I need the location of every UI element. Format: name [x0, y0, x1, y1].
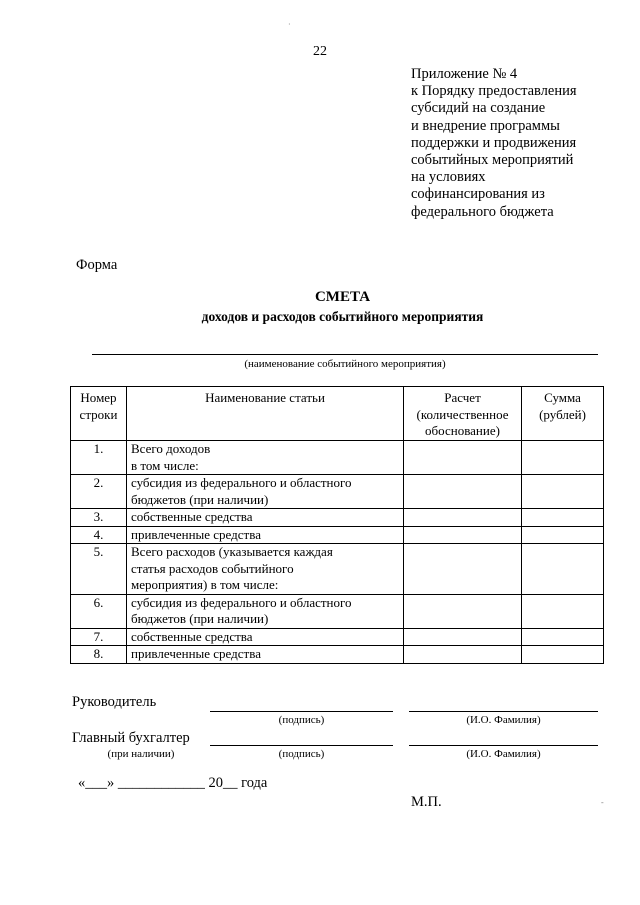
- item-line: бюджетов (при наличии): [131, 491, 269, 507]
- header-line: Сумма: [544, 390, 581, 405]
- appendix-line: поддержки и продвижения: [411, 134, 577, 151]
- item-line: субсидия из федерального и областного: [131, 594, 352, 610]
- appendix-line: на условиях: [411, 169, 486, 186]
- row-item: [127, 509, 404, 527]
- table-row: [71, 594, 604, 628]
- amount-cell[interactable]: [522, 594, 604, 628]
- item-line: собственные средства: [131, 628, 253, 644]
- accountant-signature-caption: (подпись): [278, 748, 325, 760]
- accountant-label: Главный бухгалтер: [72, 730, 190, 746]
- table-row: [71, 475, 604, 509]
- table-row: [71, 509, 604, 527]
- table-header-row: [71, 387, 604, 441]
- item-line: привлеченные средства: [131, 646, 261, 661]
- header-calculation: [404, 387, 522, 441]
- row-item: [127, 594, 404, 628]
- calculation-cell[interactable]: [404, 544, 522, 595]
- item-line: мероприятия) в том числе:: [131, 577, 279, 592]
- row-number: 2.: [71, 475, 127, 509]
- estimate-table: [70, 386, 604, 664]
- item-line: собственные средства: [131, 509, 253, 524]
- table-row: [71, 526, 604, 544]
- header-line: строки: [79, 406, 118, 422]
- document-title: СМЕТА: [314, 289, 371, 305]
- calculation-cell[interactable]: [404, 646, 522, 664]
- header-line: Расчет: [444, 390, 481, 405]
- head-signature-caption: (подпись): [278, 714, 325, 726]
- date-line: «___» ____________ 20__ года: [78, 775, 268, 791]
- event-name-line: [92, 354, 598, 355]
- calculation-cell[interactable]: [404, 475, 522, 509]
- head-name-line[interactable]: [409, 711, 598, 712]
- header-line: Номер: [80, 390, 117, 405]
- item-line: Всего доходов: [131, 441, 211, 456]
- item-line: привлеченные средства: [131, 526, 261, 542]
- header-line: (количественное: [416, 406, 509, 422]
- row-number: 5.: [71, 544, 127, 595]
- accountant-name-line[interactable]: [409, 745, 598, 746]
- item-line: бюджетов (при наличии): [131, 611, 269, 626]
- calculation-cell[interactable]: [404, 594, 522, 628]
- row-number: 7.: [71, 628, 127, 646]
- accountant-name-caption: (И.О. Фамилия): [466, 748, 541, 760]
- appendix-line: и внедрение программы: [411, 117, 560, 134]
- amount-cell[interactable]: [522, 526, 604, 544]
- stamp-place: М.П.: [411, 794, 442, 810]
- row-item: [127, 646, 404, 664]
- appendix-line: событийных мероприятий: [411, 152, 574, 169]
- accountant-note: (при наличии): [107, 748, 175, 760]
- document-subtitle: доходов и расходов событийного мероприятия: [201, 309, 484, 324]
- row-number: 3.: [71, 509, 127, 527]
- scan-mark: -: [601, 798, 604, 807]
- header-amount: [522, 387, 604, 441]
- event-name-caption: (наименование событийного мероприятия): [244, 358, 446, 370]
- row-number: 8.: [71, 646, 127, 664]
- item-line: Всего расходов (указывается каждая: [131, 544, 333, 559]
- table-row: [71, 628, 604, 646]
- row-number: 6.: [71, 594, 127, 628]
- calculation-cell[interactable]: [404, 441, 522, 475]
- head-name-caption: (И.О. Фамилия): [466, 714, 541, 726]
- item-line: субсидия из федерального и областного: [131, 475, 352, 490]
- amount-cell[interactable]: [522, 544, 604, 595]
- header-item: Наименование статьи: [127, 387, 404, 441]
- row-item: [127, 526, 404, 544]
- appendix-line: Приложение № 4: [411, 66, 518, 82]
- calculation-cell[interactable]: [404, 628, 522, 646]
- accountant-signature-line[interactable]: [210, 745, 393, 746]
- header-line: (рублей): [539, 406, 586, 422]
- amount-cell[interactable]: [522, 646, 604, 664]
- table-row: [71, 646, 604, 664]
- row-item: [127, 475, 404, 509]
- item-line: статья расходов событийного: [131, 560, 294, 576]
- row-number: 1.: [71, 441, 127, 475]
- row-item: [127, 544, 404, 595]
- appendix-line: к Порядку предоставления: [411, 83, 577, 100]
- amount-cell[interactable]: [522, 441, 604, 475]
- head-signature-line[interactable]: [210, 711, 393, 712]
- appendix-line: софинансирования из: [411, 186, 545, 203]
- row-number: 4.: [71, 526, 127, 544]
- header-line: обоснование): [425, 423, 500, 438]
- item-line: в том числе:: [131, 457, 199, 473]
- amount-cell[interactable]: [522, 509, 604, 527]
- page-number: 22: [313, 44, 327, 59]
- head-label: Руководитель: [72, 694, 157, 710]
- appendix-line: федерального бюджета: [411, 203, 554, 220]
- header-number: [71, 387, 127, 441]
- appendix-reference: [411, 66, 577, 221]
- amount-cell[interactable]: [522, 475, 604, 509]
- form-label: Форма: [76, 257, 118, 273]
- calculation-cell[interactable]: [404, 509, 522, 527]
- table-row: [71, 544, 604, 595]
- calculation-cell[interactable]: [404, 526, 522, 544]
- table-row: [71, 441, 604, 475]
- appendix-line: субсидий на создание: [411, 100, 546, 117]
- row-item: [127, 628, 404, 646]
- row-item: [127, 441, 404, 475]
- scan-mark: ·: [288, 20, 291, 29]
- amount-cell[interactable]: [522, 628, 604, 646]
